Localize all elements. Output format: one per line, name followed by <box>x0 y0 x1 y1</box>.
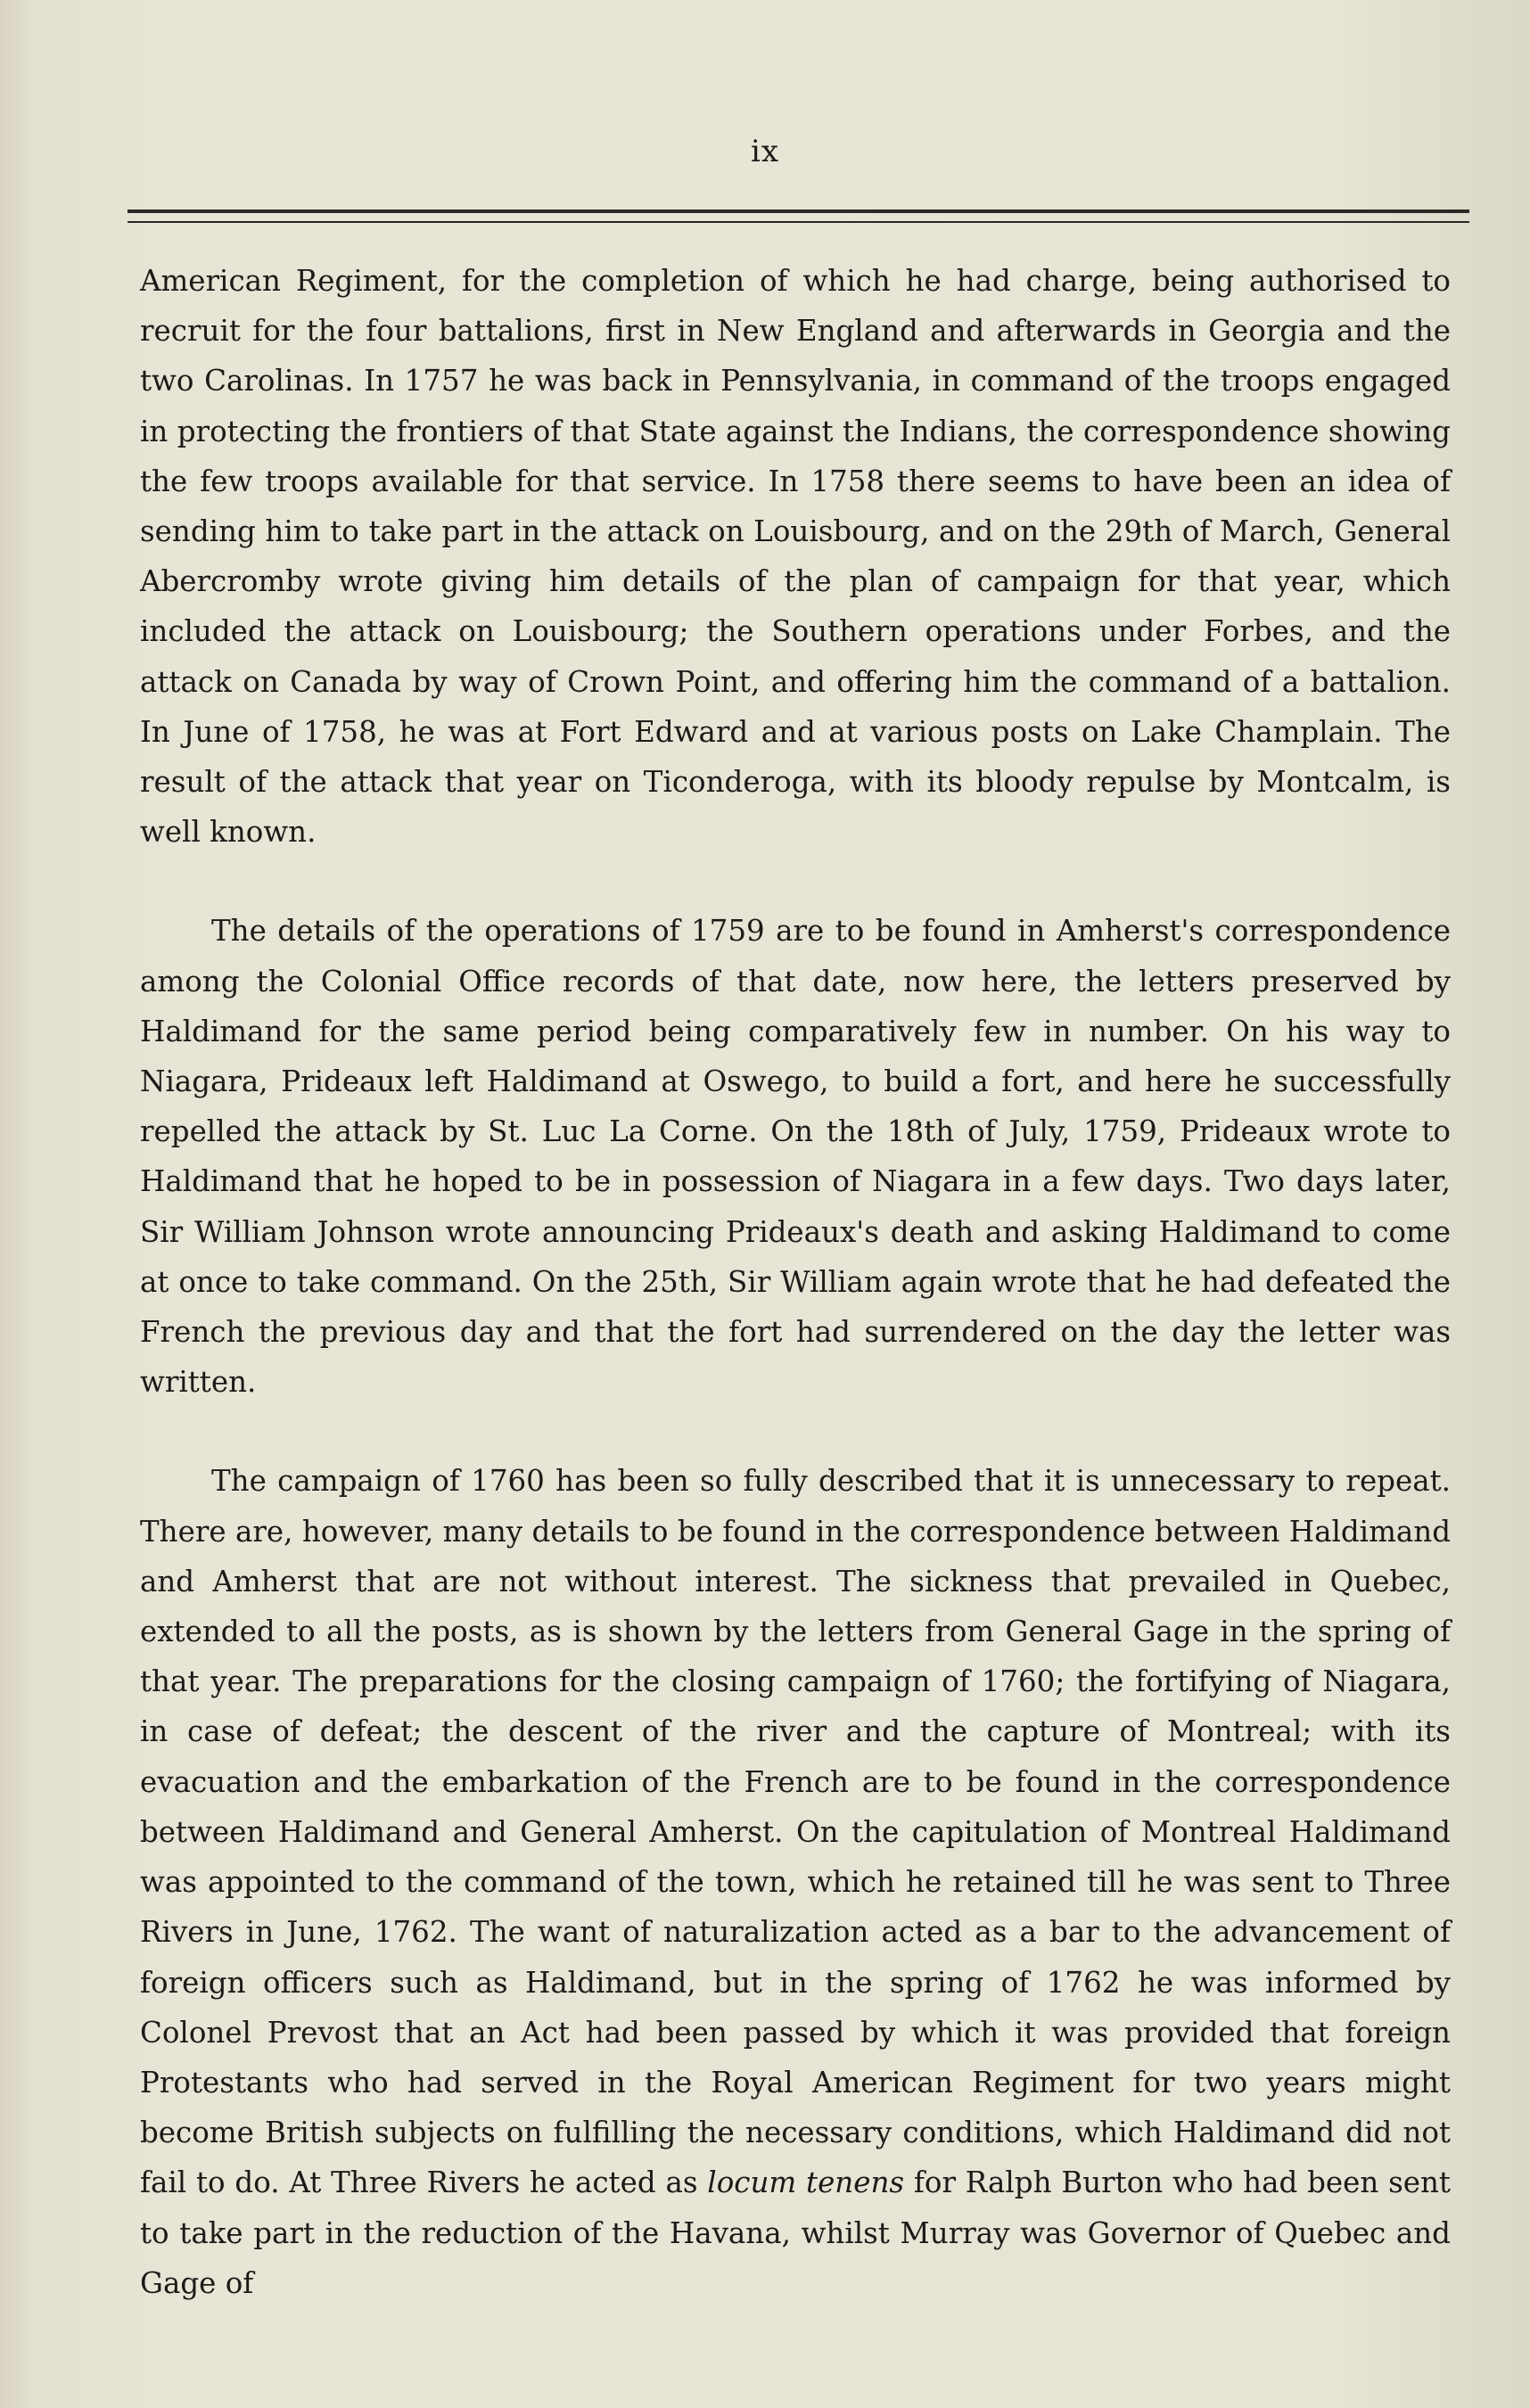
header-rule-thin <box>128 221 1469 223</box>
paragraph-3 <box>140 1456 1451 2307</box>
paragraph-3-text-before: The campaign of 1760 has been so fully described that it is unnecessary to repeat. There are, however, many details to be found in the correspondence between Haldimand and Amherst that are not without interest. The sickness that prevailed in Quebec, extended to all the posts, as is shown by the letters from General Gage in the spring of that year. The preparations for the closing campaign of 1760; the fortifying of Niagara, in case of defeat; the descent of the river and the capture of Montreal; with its evacuation and the embarkation of the French are to be found in the correspondence between Haldimand and General Amherst. On the capitulation of Montreal Haldimand was appointed to the command of the town, which he retained till he was sent to Three Rivers in June, 1762. The want of naturalization acted as a bar to the advancement of foreign officers such as Haldimand, but in the spring of 1762 he was informed by Colonel Prevost that an Act had been passed by which it was provided that foreign Protestants who had served in the Royal American Regiment for two years might become British subjects on fulfilling the necessary conditions, which Haldimand did not fail to do. At Three Rivers he acted as <box>140 1464 1451 2200</box>
paragraph-2: The details of the operations of 1759 are to be found in Amherst's correspondence among the Colonial Office records of that date, now here, the letters preserved by Haldimand for the same period being comparatively few in number. On his way to Niagara, Prideaux left Haldimand at Oswego, to build a fort, and here he successfully repelled the attack by St. Luc La Corne. On the 18th of July, 1759, Prideaux wrote to Haldimand that he hoped to be in possession of Niagara in a few days. Two days later, Sir William Johnson wrote announcing Prideaux's death and asking Haldimand to come at once to take command. On the 25th, Sir William again wrote that he had defeated the French the previous day and that the fort had surrendered on the day the letter was written. <box>140 914 1451 1400</box>
paragraph-1: American Regiment, for the completion of which he had charge, being authorised to recruit for the four battalions, first in New England and afterwards in Georgia and the two Carolinas. In 1757 he was back in Pennsylvania, in command of the troops engaged in protecting the frontiers of that State against the Indians, the correspondence showing the few troops available for that service. In 1758 there seems to have been an idea of sending him to take part in the attack on Louisbourg, and on the 29th of March, General Abercromby wrote giving him details of the plan of campaign for that year, which included the attack on Louisbourg; the Southern operations under Forbes, and the attack on Canada by way of Crown Point, and offering him the command of a battalion. In June of 1758, he was at Fort Edward and at various posts on Lake Champlain. The result of the attack that year on Ticonderoga, with its bloody repulse by Montcalm, is well known. <box>140 264 1451 850</box>
body-text <box>140 256 1451 2308</box>
header-rule-thick <box>128 210 1469 213</box>
paragraph-3-italic-term: locum tenens <box>707 2166 905 2200</box>
paragraph-3-text-after: for Ralph Burton who had been sent to take part in the reduction of the Havana, whilst Murray was Governor of Quebec and Gage of <box>140 2166 1451 2300</box>
page-number: ix <box>750 134 780 169</box>
